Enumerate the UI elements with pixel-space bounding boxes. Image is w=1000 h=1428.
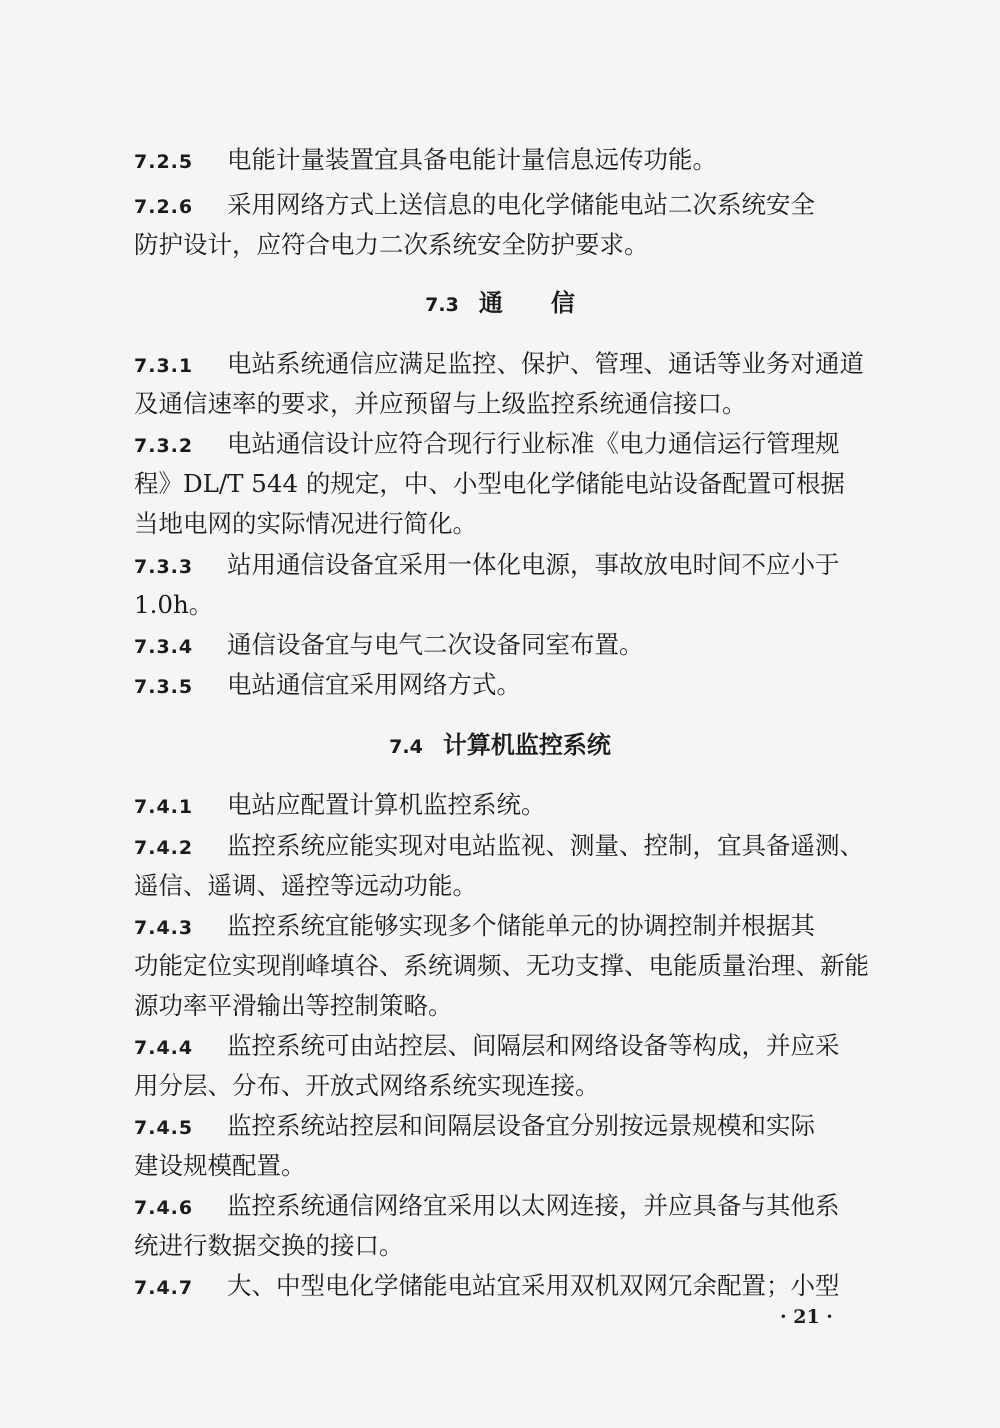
section-title: 通 信: [478, 289, 575, 317]
clause-7-4-6: [134, 1186, 894, 1226]
section-heading-7-3: [0, 283, 1000, 323]
section-title: 计算机监控系统: [442, 731, 611, 759]
clause-7-3-1-cont: [134, 384, 894, 424]
clause-number: 7.3.1: [134, 355, 194, 377]
clause-text: 电站通信宜采用网络方式。: [227, 670, 521, 699]
section-heading-7-4: [0, 725, 1000, 765]
clause-7-2-6-cont: [134, 225, 894, 265]
clause-text: 采用网络方式上送信息的电化学储能电站二次系统安全: [227, 190, 815, 219]
clause-number: 7.3.3: [134, 556, 194, 578]
clause-number: 7.4.2: [134, 837, 194, 859]
clause-7-3-3: [134, 545, 894, 585]
clause-7-3-2-cont1: [134, 464, 894, 504]
clause-7-4-7: [134, 1266, 894, 1306]
clause-text: 监控系统站控层和间隔层设备宜分别按远景规模和实际: [227, 1111, 815, 1140]
clause-7-4-5-cont: [134, 1146, 894, 1186]
clause-number: 7.4.7: [134, 1277, 194, 1299]
clause-text: 监控系统应能实现对电站监视、测量、控制，宜具备遥测、: [227, 831, 864, 860]
clause-7-4-4-cont: [134, 1066, 894, 1106]
clause-7-4-3: [134, 906, 894, 946]
clause-7-4-2-cont: [134, 866, 894, 906]
clause-7-4-4: [134, 1026, 894, 1066]
clause-number: 7.4.6: [134, 1197, 194, 1219]
clause-text: 1.0h。: [134, 590, 214, 619]
clause-text: 大、中型电化学储能电站宜采用双机双网冗余配置；小型: [227, 1271, 840, 1300]
clause-text: 监控系统通信网络宜采用以太网连接，并应具备与其他系: [227, 1191, 840, 1220]
clause-text: 电站通信设计应符合现行行业标准《电力通信运行管理规: [227, 429, 840, 458]
page-number: · 21 ·: [780, 1306, 833, 1328]
clause-text: 电站应配置计算机监控系统。: [227, 790, 546, 819]
clause-7-2-5: [134, 140, 894, 180]
clause-7-4-3-cont2: [134, 986, 894, 1026]
clause-text: 电站系统通信应满足监控、保护、管理、通话等业务对通道: [227, 349, 864, 378]
clause-text: 监控系统可由站控层、间隔层和网络设备等构成，并应采: [227, 1031, 840, 1060]
clause-text: 源功率平滑输出等控制策略。: [134, 991, 453, 1020]
clause-7-4-2: [134, 826, 894, 866]
clause-text: 统进行数据交换的接口。: [134, 1231, 404, 1260]
clause-number: 7.4.4: [134, 1037, 194, 1059]
clause-7-4-6-cont: [134, 1226, 894, 1266]
clause-text: 防护设计，应符合电力二次系统安全防护要求。: [134, 230, 649, 259]
clause-7-3-2-cont2: [134, 504, 894, 544]
clause-text: 用分层、分布、开放式网络系统实现连接。: [134, 1071, 600, 1100]
section-number: 7.3: [425, 294, 459, 316]
clause-7-3-3-cont: [134, 585, 894, 625]
clause-text: 监控系统宜能够实现多个储能单元的协调控制并根据其: [227, 911, 815, 940]
clause-7-2-6: [134, 185, 894, 225]
clause-7-4-1: [134, 785, 894, 825]
clause-text: 程》DL/T 544 的规定，中、小型电化学储能电站设备配置可根据: [134, 469, 845, 498]
clause-number: 7.2.5: [134, 151, 194, 173]
clause-7-4-3-cont1: [134, 946, 894, 986]
clause-text: 功能定位实现削峰填谷、系统调频、无功支撑、电能质量治理、新能: [134, 951, 869, 980]
clause-text: 建设规模配置。: [134, 1151, 306, 1180]
clause-number: 7.3.2: [134, 435, 194, 457]
clause-number: 7.3.5: [134, 676, 194, 698]
section-number: 7.4: [389, 736, 423, 758]
clause-text: 当地电网的实际情况进行简化。: [134, 509, 477, 538]
clause-number: 7.2.6: [134, 196, 194, 218]
clause-7-3-1: [134, 344, 894, 384]
clause-7-3-4: [134, 625, 894, 665]
clause-number: 7.4.3: [134, 917, 194, 939]
clause-7-3-5: [134, 665, 894, 705]
clause-text: 电能计量装置宜具备电能计量信息远传功能。: [227, 145, 717, 174]
clause-7-3-2: [134, 424, 894, 464]
clause-number: 7.3.4: [134, 636, 194, 658]
clause-text: 及通信速率的要求，并应预留与上级监控系统通信接口。: [134, 389, 747, 418]
clause-number: 7.4.5: [134, 1117, 194, 1139]
clause-text: 通信设备宜与电气二次设备同室布置。: [227, 630, 644, 659]
clause-text: 遥信、遥调、遥控等远动功能。: [134, 871, 477, 900]
clause-number: 7.4.1: [134, 796, 194, 818]
clause-7-4-5: [134, 1106, 894, 1146]
clause-text: 站用通信设备宜采用一体化电源，事故放电时间不应小于: [227, 550, 840, 579]
